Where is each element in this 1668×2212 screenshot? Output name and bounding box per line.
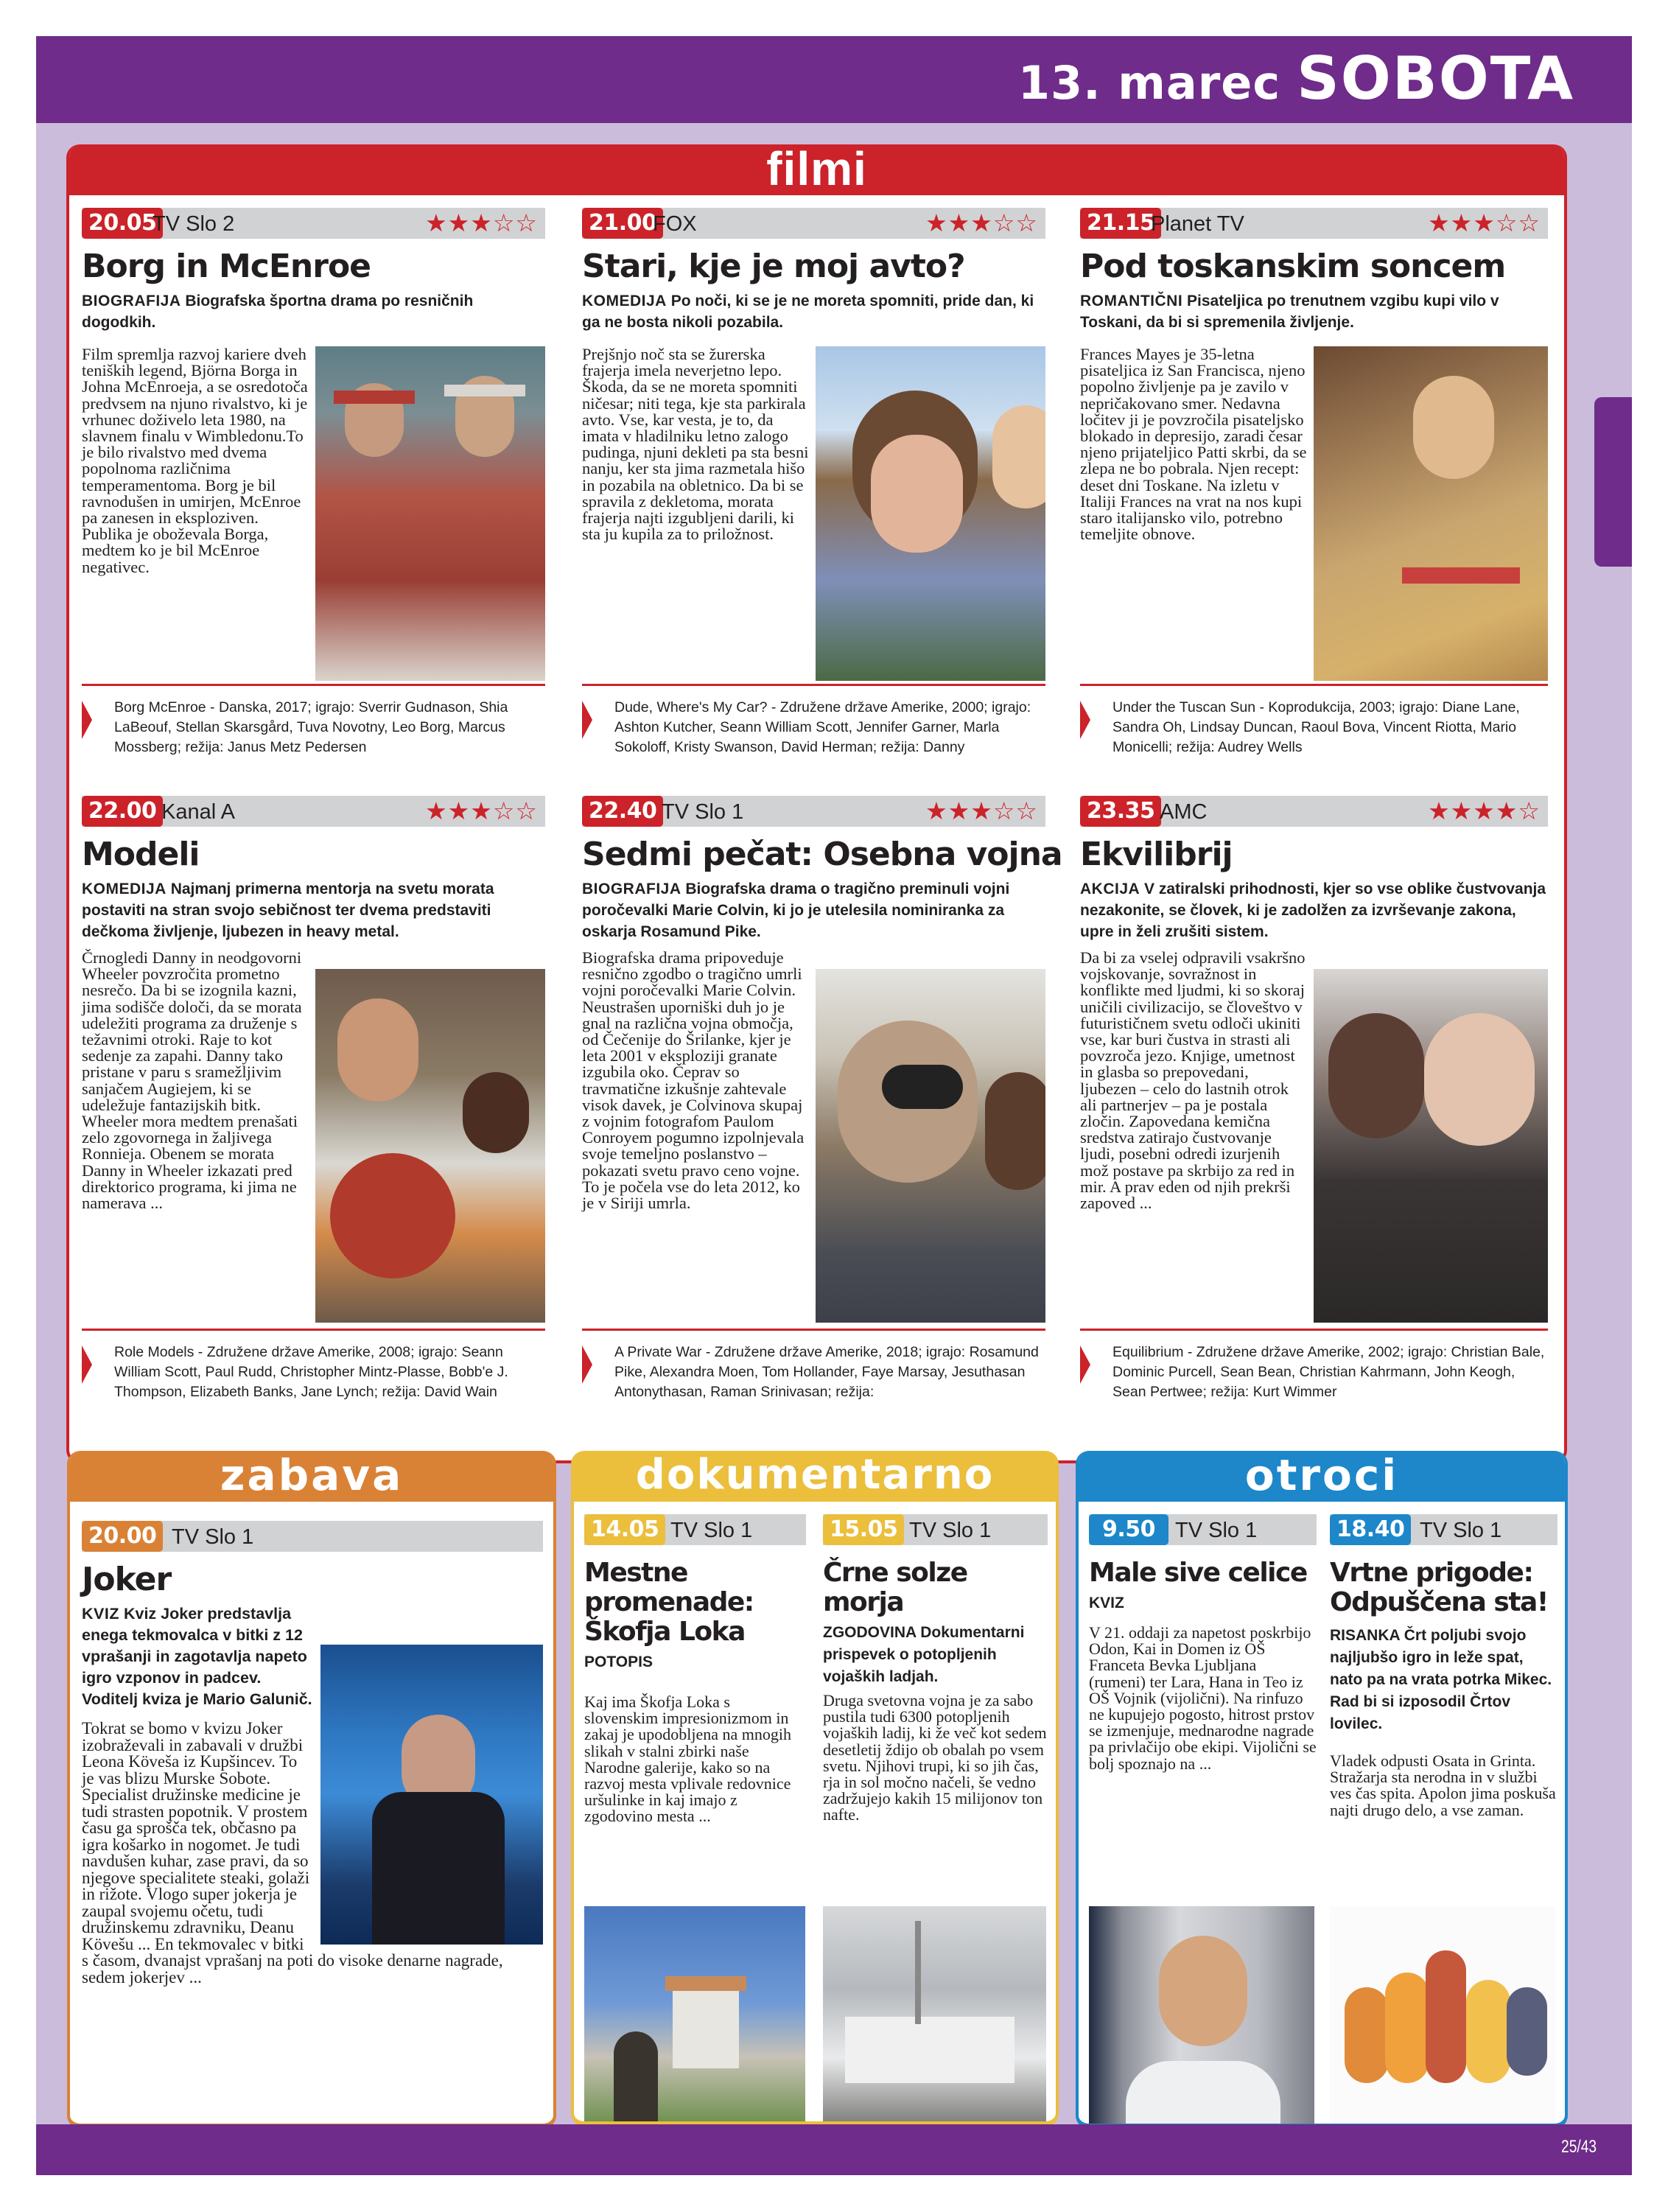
show-description: Kaj ima Škofja Loka s slovenskim impresionizmom in zakaj je upodobljena na mnogih slikah v stalni zbirki naše Narodne galerije, kako so na razvoj mesta vplivale redovnice uršulinke in kaj imajo z zgodovino mesta ... [584, 1693, 792, 1826]
star-rating-icon: ★★★☆☆ [1428, 209, 1541, 237]
tagline: Najmanj primerna mentorja na svetu morata postaviti na stran svojo sebičnost ter dvema predstaviti dečkoma življenje, ljubezen in heavy metal. [82, 881, 494, 940]
air-time: 20.05 [82, 208, 163, 239]
tagline: Kviz Joker predstavlja enega tekmovalca v bitki z 12 vprašanji in zagotavlja napeto igro vzponov in padcev. Voditelj kviza je Mario Galunič. [82, 1605, 312, 1708]
credits-text: A Private War - Združene države Amerike, 2018; igrajo: Rosamund Pike, Alexandra Moen, Tom Hollander, Faye Marsay, Jesuthasan Antonythasan, Raman Srinivasan; režija: [614, 1344, 1039, 1400]
magazine-page [36, 36, 1632, 2175]
tagline: V zatiralski prihodnosti, kjer so vse oblike čustvovanja nezakonite, se človek, ki je zadolžen za izvrševanje zakona, upre in želi zrušiti sistem. [1080, 881, 1546, 940]
genre-tag: RISANKA [1330, 1627, 1400, 1644]
genre-tag: KVIZ [82, 1605, 119, 1623]
movie-summary [582, 290, 1045, 333]
time-channel-bar [584, 1514, 806, 1545]
credits-text: Role Models - Združene države Amerike, 2008; igrajo: Seann William Scott, Paul Rudd, Christopher Mintz-Plasse, Bobb'e J. Thompson, Elizabeth Banks, Jane Lynch; režija: David Wain [114, 1344, 508, 1400]
show-entry [584, 1514, 806, 1825]
time-channel-bar [582, 208, 1045, 239]
channel-name: FOX [653, 212, 697, 236]
movie-summary [1080, 290, 1548, 333]
air-time: 14.05 [584, 1514, 665, 1545]
channel-name: TV Slo 1 [1420, 1519, 1502, 1542]
channel-name: AMC [1160, 800, 1208, 824]
movie-credits [1080, 684, 1548, 757]
genre-tag: AKCIJA [1080, 881, 1140, 897]
movie-credits [1080, 1329, 1548, 1402]
tagline: Pisateljica po trenutnem vzgibu kupi vilo v Toskani, da bi si spremenila življenje. [1080, 293, 1499, 331]
movie-photo [1314, 346, 1548, 681]
credits-text: Borg McEnroe - Danska, 2017; igrajo: Sverrir Gudnason, Shia LaBeouf, Stellan Skarsgård, Tuva Novotny, Leo Borg, Marcus Mossberg; režija: Janus Metz Pedersen [114, 699, 508, 755]
movie-credits [582, 684, 1045, 757]
movie-entry [82, 796, 545, 1402]
time-channel-bar [1089, 1514, 1317, 1545]
show-photo [584, 1906, 805, 2127]
movie-entry [582, 796, 1062, 1402]
show-description: V 21. oddaji za napetost poskrbijo Odon, Kai in Domen iz OŠ Franceta Bevka Ljubljana (rumeni) ter Lara, Hana in Teo iz OŠ Vojnik (vijolični). Na rinfuzo ne kupujejo pogosto, hitrost prstov se izmenjuje, mednarodne nagrade pa privlačijo obe ekipi. Vijolični se bolj spoznajo na ... [1089, 1623, 1317, 1773]
section-header-dokumentarno: dokumentarno [574, 1451, 1056, 1502]
show-photo [823, 1906, 1046, 2127]
movie-description [1080, 346, 1548, 684]
movie-title: Modeli [82, 836, 200, 873]
movie-credits [82, 684, 545, 757]
movie-credits [82, 1329, 545, 1402]
genre-tag: KOMEDIJA [582, 293, 667, 309]
show-photo [1089, 1906, 1314, 2129]
time-channel-bar [1080, 208, 1548, 239]
movie-summary [82, 290, 545, 333]
section-otroci [1076, 1451, 1568, 2129]
time-channel-bar [82, 208, 545, 239]
show-title: Joker [82, 1561, 172, 1598]
side-tab[interactable] [1594, 397, 1632, 567]
time-channel-bar [1330, 1514, 1557, 1545]
description-text: Prejšnjo noč sta se žurerska frajerja imela neverjetno lepo. Škoda, da se ne moreta spomniti ničesar; niti tega, kje sta parkirala avto. Vse, kar vesta, je to, da imata v hladilniku letno zalogo pudinga, njuni dekleti pa sta besni nanju, ker sta jima razmetala hišo in pozabila na obletnico. Da bi se spravila z dekletoma, morata frajerja najti izgubljeni darili, ki sta ju kupila za to priložnost. [582, 345, 809, 544]
date-heading [1017, 44, 1574, 113]
genre-tag: ZGODOVINA [823, 1624, 917, 1641]
show-entry [823, 1514, 1048, 1824]
genre-tag: ROMANTIČNI [1080, 293, 1183, 309]
movie-entry [82, 208, 545, 757]
movie-description [82, 950, 545, 1329]
movie-title: Borg in McEnroe [82, 248, 371, 285]
day-label: SOBOTA [1297, 44, 1574, 113]
star-rating-icon: ★★★★☆ [1428, 797, 1541, 825]
movie-entry [1080, 208, 1548, 757]
time-channel-bar [823, 1514, 1048, 1545]
arrow-icon [1080, 1345, 1090, 1384]
arrow-icon [82, 701, 92, 739]
air-time: 22.00 [82, 796, 163, 827]
air-time: 22.40 [582, 796, 663, 827]
section-filmi [66, 144, 1567, 1463]
section-header-zabava: zabava [70, 1451, 553, 1502]
description-text: Da bi za vselej odpravili vsakršno vojskovanje, sovražnost in konflikte med ljudmi, ki so skoraj uničili civilizacijo, se človeštvo v futurističnem svetu odloči ukiniti vse, kar buri čustva in strasti ali povzroča jezo. Knjige, umetnost in glasba so prepovedani, ljubezen – celo do lastnih otrok ali partnerjev – pa je postala zločin. Zapovedana kemična sredstva zatirajo čustvovanje ljudi, posebni odredi izurjenih mož postave pa skrbijo za red in mir. A prav eden od njih prekrši zapoved ... [1080, 948, 1306, 1213]
credits-text: Dude, Where's My Car? - Združene države Amerike, 2000; igrajo: Ashton Kutcher, Seann William Scott, Jennifer Garner, Marla Sokoloff, Kristy Swanson, David Herman; režija: Danny [614, 699, 1031, 755]
star-rating-icon: ★★★☆☆ [425, 209, 538, 237]
arrow-icon [582, 1345, 592, 1384]
channel-name: TV Slo 2 [153, 212, 235, 236]
section-header-otroci: otroci [1079, 1451, 1565, 1502]
movie-photo [816, 969, 1045, 1323]
show-summary [823, 1622, 1048, 1688]
star-rating-icon: ★★★☆☆ [925, 209, 1038, 237]
channel-name: TV Slo 1 [909, 1519, 992, 1542]
show-entry [1330, 1514, 1557, 1819]
movie-entry [582, 208, 1045, 757]
movie-photo [1314, 969, 1548, 1323]
date-header [36, 36, 1632, 123]
show-description: Druga svetovna vojna je za sabo pustila tudi 6300 potopljenih vojaških ladij, ki že več kot sedem desetletij ždijo ob obalah po vsem svetu. Njihovi trupi, ki so jih čas, rja in sol močno načeli, še vedno zadržujejo kakih 15 milijonov ton nafte. [823, 1691, 1047, 1824]
movie-title: Sedmi pečat: Osebna vojna [582, 836, 1062, 873]
description-text: Biografska drama pripoveduje resnično zgodbo o tragično umrli vojni poročevalki Marie Colvin. Neustrašen uporniški duh jo je gnal na različna vojna območja, od Čečenije do Šrilanke, kjer je leta 2001 v eksploziji granate izgubila oko. Čeprav so travmatične izkušnje zahtevale visok davek, je Colvinova skupaj z vojnim fotografom Paulom Conroyem pogumno izpolnjevala svoje temeljno poslanstvo – pokazati svetu pravo ceno vojne. To je počela vse do leta 2012, ko je v Siriji umrla. [582, 948, 805, 1213]
date-label: 13. marec [1017, 56, 1281, 110]
description-text: Črnogledi Danny in neodgovorni Wheeler povzročita prometno nesrečo. Da bi se izognila kazni, jima sodišče določi, da se morata udeležiti programa za druženje s težavnimi otroki. Raje to kot sedenje za zapahi. Danny tako pristane v paru s sramežljivim sanjačem Augiejem, ki se udeležuje fantazijskih bitk. Wheeler mora medtem prenašati zelo zgovornega in žaljivega Ronnieja. Obenem se morata Danny in Wheeler izkazati pred direktorico programa, ki jima ne namerava ... [82, 948, 302, 1213]
movie-summary [582, 878, 1045, 942]
credits-text: Under the Tuscan Sun - Koprodukcija, 2003; igrajo: Diane Lane, Sandra Oh, Lindsay Duncan, Raoul Bova, Vincent Riotta, Mario Monicelli; režija: Audrey Wells [1112, 699, 1520, 755]
show-description: Tokrat se bomo v kvizu Joker izobraževali in zabavali v družbi Leona Köveša iz Kupšincev. To je vas blizu Murske Sobote. Specialist družinske medicine je tudi strasten popotnik. V prostem času ga sprošča tek, občasno pa igra košarko in nogomet. Je tudi navdušen kuhar, zase pravi, da so njegove specialitete steaki, golaži in rižote. Vlogo super jokerja je zaupal svojemu očetu, tudi družinskemu zdravniku, Deanu Kövešu ... En tekmovalec v bitki s časom, dvanajst vprašanj na poti do visoke denarne nagrade, sedem jokerjev ... [82, 1719, 503, 1987]
channel-name: TV Slo 1 [1175, 1519, 1258, 1542]
channel-name: Planet TV [1151, 212, 1244, 236]
description-text: Frances Mayes je 35-letna pisateljica iz San Francisca, njeno popolno življenje pa je zavilo v nepričakovano smer. Nedavna ločitev ji je povzročila pisateljsko blokado in depresijo, zaradi česar njeno prijateljico Patti skrbi, da se zlepa ne bo pobrala. Njen recept: deset dni Toskane. Na izletu v Italiji Frances na vrat na nos kupi staro italijansko vilo, potrebno temeljite obnove. [1080, 345, 1307, 544]
air-time: 18.40 [1330, 1514, 1411, 1545]
movie-title: Ekvilibrij [1080, 836, 1233, 873]
genre-tag: BIOGRAFIJA [82, 293, 181, 309]
show-entry [82, 1521, 543, 1986]
tagline: Biografska drama o tragično preminuli vojni poročevalki Marie Colvin, ki jo je utelesila nominiranka za oskarja Rosamund Pike. [582, 881, 1010, 940]
genre-tag: BIOGRAFIJA [582, 881, 681, 897]
movie-entry [1080, 796, 1548, 1402]
tagline: Po noči, ki se je ne moreta spomniti, pride dan, ki ga ne bosta nikoli pozabila. [582, 293, 1034, 331]
section-zabava [67, 1451, 556, 2129]
time-channel-bar [82, 1521, 543, 1552]
movie-title: Stari, kje je moj avto? [582, 248, 965, 285]
movie-description [1080, 950, 1548, 1329]
tagline: Dokumentarni prispevek o potopljenih vojaških ladjah. [823, 1624, 1025, 1685]
arrow-icon [582, 701, 592, 739]
page-footer [36, 2124, 1632, 2175]
description-text: Film spremlja razvoj kariere dveh teniških legend, Björna Borga in Johna McEnroeja, a se osredotoča predvsem na njuno rivalstvo, ki je vrhunec doživelo leta 1980, na slavnem finalu v Wimbledonu.To je bilo rivalstvo med dvema popolnoma različnima temperamentoma. Borg je bil ravnodušen in umirjen, McEnroe pa zanesen in eksploziven. Publika je oboževala Borga, medtem ko je bil McEnroe negativec. [82, 345, 308, 576]
movie-summary [82, 878, 545, 942]
air-time: 21.00 [582, 208, 663, 239]
genre-tag: KOMEDIJA [82, 881, 167, 897]
show-description: Vladek odpusti Osata in Grinta. Stražarja sta nerodna in v službi ves čas spita. Apolon jima poskuša najti drugo delo, a vse zaman. [1330, 1751, 1556, 1819]
movie-description [82, 346, 545, 684]
show-summary [1330, 1625, 1557, 1735]
arrow-icon [1080, 701, 1090, 739]
page-number: 25/43 [1560, 2137, 1597, 2157]
section-dokumentarno [571, 1451, 1059, 2127]
air-time: 15.05 [823, 1514, 904, 1545]
air-time: 23.35 [1080, 796, 1161, 827]
movie-credits [582, 1329, 1045, 1402]
show-title: Črne solze morja [823, 1558, 967, 1617]
show-entry [1089, 1514, 1317, 1772]
time-channel-bar [1080, 796, 1548, 827]
arrow-icon [82, 1345, 92, 1384]
movie-photo [315, 969, 545, 1323]
channel-name: TV Slo 1 [670, 1519, 753, 1542]
genre-tag: POTOPIS [584, 1653, 653, 1670]
show-photo [320, 1645, 543, 1945]
movie-summary [1080, 878, 1548, 942]
show-title: Mestne promenade: Škofja Loka [584, 1558, 754, 1647]
channel-name: Kanal A [161, 800, 235, 824]
movie-description [582, 950, 1045, 1329]
movie-photo [315, 346, 545, 681]
channel-name: TV Slo 1 [172, 1525, 254, 1549]
channel-name: TV Slo 1 [662, 800, 744, 824]
air-time: 9.50 [1089, 1514, 1168, 1545]
show-title: Vrtne prigode: Odpuščena sta! [1330, 1558, 1548, 1617]
section-header-filmi: filmi [69, 144, 1564, 195]
show-title: Male sive celice [1089, 1558, 1307, 1588]
tagline: Črt poljubi svojo najljubšo igro in leže spat, nato pa na vrata potrka Mikec. Rad bi si izposodil Črtov lovilec. [1330, 1627, 1552, 1732]
air-time: 20.00 [82, 1521, 163, 1552]
genre-tag: KVIZ [1089, 1595, 1124, 1611]
credits-text: Equilibrium - Združene države Amerike, 2002; igrajo: Christian Bale, Dominic Purcell, Sean Bean, Christian Kahrmann, John Keogh, Sean Pertwee; režija: Kurt Wimmer [1112, 1344, 1545, 1400]
star-rating-icon: ★★★☆☆ [425, 797, 538, 825]
star-rating-icon: ★★★☆☆ [925, 797, 1038, 825]
air-time: 21.15 [1080, 208, 1161, 239]
tagline: Biografska športna drama po resničnih dogodkih. [82, 293, 474, 331]
time-channel-bar [82, 796, 545, 827]
movie-title: Pod toskanskim soncem [1080, 248, 1506, 285]
show-photo [1330, 1906, 1555, 2129]
time-channel-bar [582, 796, 1045, 827]
movie-description [582, 346, 1045, 684]
movie-photo [816, 346, 1045, 681]
show-summary [82, 1603, 543, 1986]
